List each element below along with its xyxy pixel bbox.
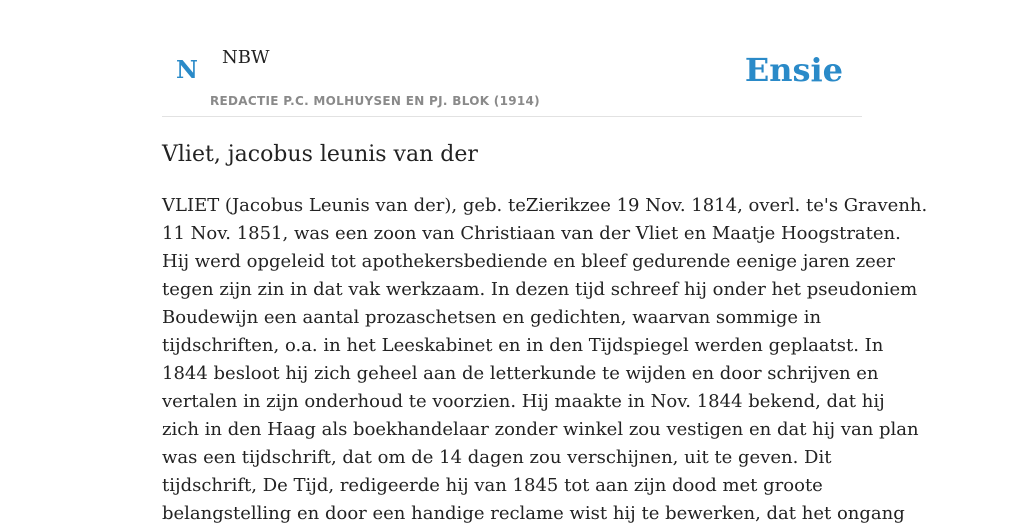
source-credit: REDACTIE P.C. MOLHUYSEN EN PJ. BLOK (1914): [210, 94, 540, 108]
source-logo[interactable]: N: [176, 55, 198, 84]
article-body: [162, 192, 928, 528]
body-line: tijdschrift, De Tijd, redigeerde hij van 1845 tot aan zijn dood met groote: [162, 475, 823, 496]
site-header: [162, 0, 862, 117]
article-title: Vliet, jacobus leunis van der: [162, 142, 478, 167]
body-line: zich in den Haag als boekhandelaar zonder winkel zou vestigen en dat hij van plan: [162, 419, 919, 440]
body-line: tijdschriften, o.a. in het Leeskabinet en in den Tijdspiegel werden geplaatst. In: [162, 335, 884, 356]
body-line: 1844 besloot hij zich geheel aan de letterkunde te wijden en door schrijven en: [162, 363, 879, 384]
body-line: tegen zijn zin in dat vak werkzaam. In dezen tijd schreef hij onder het pseudoniem: [162, 279, 918, 300]
body-line: VLIET (Jacobus Leunis van der), geb. teZierikzee 19 Nov. 1814, overl. te's Gravenh.: [162, 195, 928, 216]
body-line: vertalen in zijn onderhoud te voorzien. Hij maakte in Nov. 1844 bekend, dat hij: [162, 391, 885, 412]
source-name[interactable]: NBW: [222, 47, 270, 68]
body-line: 11 Nov. 1851, was een zoon van Christiaan van der Vliet en Maatje Hoogstraten.: [162, 223, 901, 244]
body-line: Hij werd opgeleid tot apothekersbediende en bleef gedurende eenige jaren zeer: [162, 251, 895, 272]
brand-logo[interactable]: Ensie: [744, 51, 843, 89]
body-line: Boudewijn een aantal prozaschetsen en gedichten, waarvan sommige in: [162, 307, 822, 328]
body-line: belangstelling en door een handige reclame wist hij te bewerken, dat het ongang: [162, 503, 905, 524]
body-line: was een tijdschrift, dat om de 14 dagen zou verschijnen, uit te geven. Dit: [162, 447, 832, 468]
